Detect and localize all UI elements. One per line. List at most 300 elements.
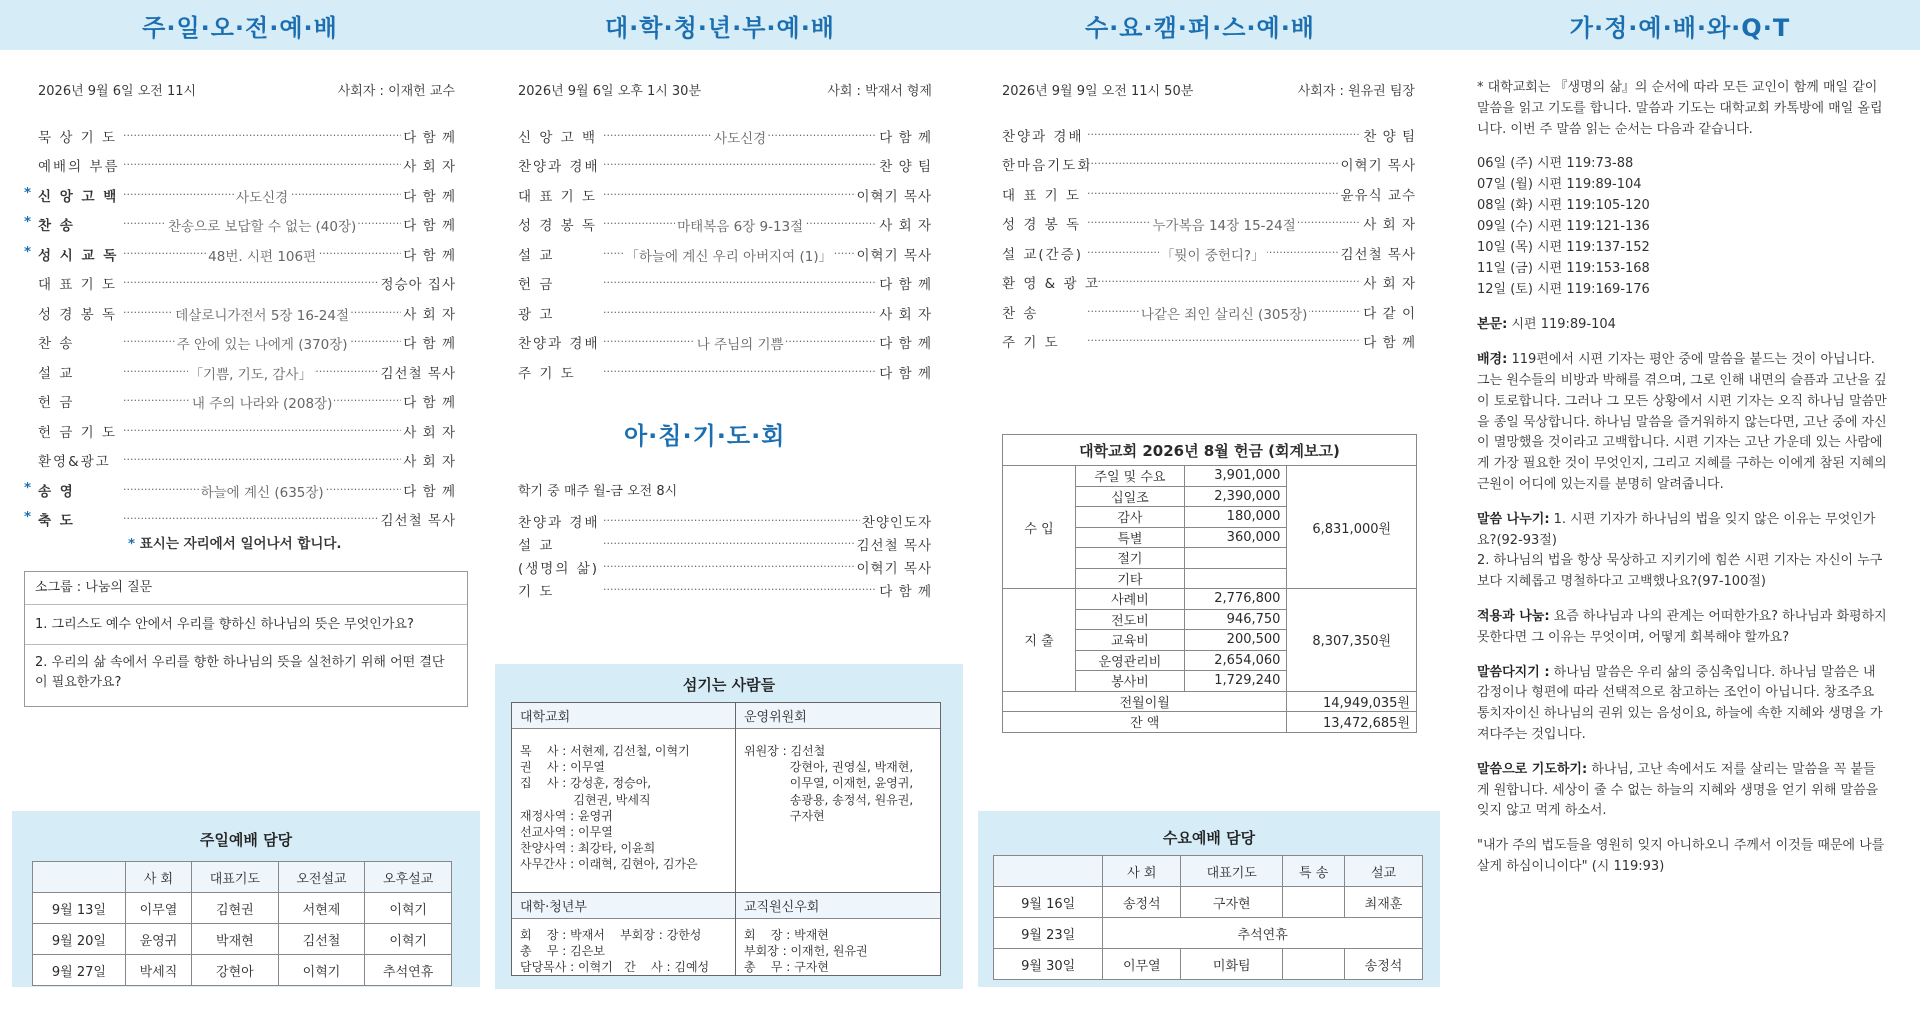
qt-pray: [1477, 760, 1887, 822]
order-person: 사 회 자: [879, 306, 932, 323]
order-label: [1002, 331, 1087, 351]
order-label: [1002, 243, 1087, 263]
leader-dots: [603, 245, 855, 263]
qt-apply: [1477, 607, 1887, 649]
staff-church-list: 목 사 : 서현제, 김선철, 이혁기 권 사 : 이무열 집 사 : 강성훈, 정승아, 김현권, 박세직 재정사역 : 윤영귀 선교사역 : 이무열 찬양사역 : 최강타, 이윤희 사무간사 : 이래혁, 김현아, 김가은: [520, 744, 698, 872]
order-detail: ····· 누가복음 14장 15-24절: [1151, 214, 1298, 232]
order-row: [1002, 297, 1416, 327]
offering-item: 전도비: [1076, 609, 1185, 630]
qt-pray-text: 하나님, 고난 속에서도 저를 살리는 말씀을 꼭 붙들게 원합니다. 세상이 줄 수 없는 하늘의 지혜와 생명을 얻기 위해 말씀을 잊지 않고 먹게 하소서.: [1477, 761, 1879, 819]
order-detail: ····· 내 주의 나라와 (208장): [190, 392, 334, 410]
order-label-text: 대 표 기 도: [518, 188, 598, 205]
leader-dots: [603, 304, 877, 322]
morning-prayer-title: 아·침·기·도·회: [624, 422, 786, 450]
duty-header-cell: 오전설교: [278, 862, 365, 893]
order-label-text: 찬 송: [38, 218, 75, 235]
duty-row: [994, 918, 1423, 949]
verse-item: 12일 (토) 시편 119:169-176: [1477, 282, 1650, 298]
duty-cell: 구자현: [1181, 887, 1283, 918]
staff-church-heading: 대학교회: [512, 703, 736, 729]
offering-item: 주일 및 수요: [1076, 466, 1185, 487]
duty-header-row: [33, 862, 452, 893]
order-person: 이혁기 목사: [856, 560, 932, 577]
order-person: 다 함 께: [879, 129, 932, 146]
order-label-text: 성 시 교 독: [38, 247, 119, 264]
order-person: 사 회 자: [1363, 276, 1416, 293]
order-person: 다 함 께: [403, 247, 456, 264]
order-row: [38, 328, 456, 358]
offering-amount: 1,729,240: [1184, 671, 1287, 692]
order-person: 이혁기 목사: [856, 247, 932, 264]
order-person: 다 함 께: [403, 188, 456, 205]
staff-youth-list: 회 장 : 박재서 부회장 : 강한성 총 무 : 김은보 담당목사 : 이혁기 간 사 : 김예성: [520, 928, 710, 975]
order-row: [518, 328, 932, 358]
duty-cell: 김선철: [278, 924, 365, 955]
duty-row: [33, 893, 452, 924]
staff-committee-heading: 운영위원회: [736, 703, 940, 729]
order-person: 사 회 자: [403, 424, 456, 441]
duty-cell: 이무열: [125, 893, 191, 924]
order-person: 이혁기 목사: [856, 188, 932, 205]
leader-dots: [123, 127, 401, 145]
offering-item: 십일조: [1076, 486, 1185, 507]
leader-dots: [123, 481, 401, 499]
order-detail: ····· 48번. 시편 106편: [206, 245, 318, 263]
offering-item: 운영관리비: [1076, 650, 1185, 671]
duty-header-cell: 대표기도: [1181, 856, 1283, 887]
wednesday-duty-table: [993, 855, 1423, 980]
order-person: 다 함 께: [403, 395, 456, 412]
verse-item: 08일 (화) 시편 119:105-120: [1477, 198, 1650, 214]
asterisk-icon: *: [24, 509, 34, 526]
order-person: 다 함 께: [1363, 335, 1416, 352]
order-row: [518, 509, 932, 532]
order-label: [38, 155, 123, 175]
standing-note: [128, 532, 342, 552]
order-label: [38, 450, 123, 470]
qt-verse-list: [1477, 154, 1887, 301]
duty-cell: 추석연휴: [365, 955, 452, 986]
verse-item: 06일 (주) 시편 119:73-88: [1477, 156, 1634, 172]
youth-leader: 사회 : 박재서 형제: [827, 84, 932, 99]
order-label: [518, 185, 603, 205]
order-person: 다 함 께: [879, 277, 932, 294]
sunday-leader: 사회자 : 이재헌 교수: [337, 84, 455, 99]
order-detail: ····· 「뭣이 중헌디?」: [1159, 244, 1267, 262]
offering-row: [1003, 712, 1417, 733]
youth-service-title: 대·학·청·년·부·예·배: [480, 0, 960, 50]
qt-body: [1477, 78, 1887, 892]
order-label: [38, 332, 123, 352]
order-row: [518, 239, 932, 269]
order-row: [518, 269, 932, 299]
order-label: [38, 303, 123, 323]
order-label: [24, 479, 123, 500]
duty-cell: 최재훈: [1345, 887, 1423, 918]
staff-youth-box: [511, 892, 737, 976]
staff-committee-box: [735, 702, 941, 894]
staff-title: 섬기는 사람들: [682, 676, 776, 694]
order-label-text: 헌 금 기 도: [38, 424, 118, 441]
duty-header-row: [994, 856, 1423, 887]
asterisk-icon: *: [24, 184, 34, 201]
smallgroup-question-1: 1. 그리스도 예수 안에서 우리를 향하신 하나님의 뜻은 무엇인가요?: [25, 605, 467, 646]
leader-dots: [1087, 214, 1361, 232]
qt-background: [1477, 350, 1887, 496]
duty-date: 9월 23일: [994, 918, 1103, 949]
order-person: 김선철 목사: [1340, 246, 1416, 263]
order-person: 다 함 께: [403, 129, 456, 146]
leader-dots: [123, 274, 379, 292]
order-label: [24, 214, 123, 235]
carryover-label: 전월이월: [1003, 691, 1287, 712]
offering-title: 대학교회 2026년 8월 헌금 (회계보고): [1003, 435, 1417, 466]
duty-cell: 박세직: [125, 955, 191, 986]
duty-row: [994, 949, 1423, 980]
offering-amount: 180,000: [1184, 507, 1287, 528]
offering-row: [1003, 589, 1417, 610]
order-row: [518, 210, 932, 240]
offering-amount: [1184, 548, 1287, 569]
order-label: [38, 421, 123, 441]
morning-prayer-time: 학기 중 매주 월-금 오전 8시: [518, 484, 678, 499]
qt-title: 가·정·예·배·와·Q·T: [1440, 0, 1920, 50]
order-detail: ····· 데살로니가전서 5장 16-24절: [173, 304, 351, 322]
order-person: 다 함 께: [403, 483, 456, 500]
qt-word-label: 말씀다지기 :: [1477, 664, 1550, 680]
order-label-text: 대 표 기 도: [38, 277, 118, 294]
order-detail: ····· 하늘에 계신 (635장): [199, 481, 326, 499]
offering-item: 절기: [1076, 548, 1185, 569]
leader-dots: [123, 215, 401, 233]
smallgroup-title: 소그룹 : 나눔의 질문: [25, 572, 467, 605]
order-detail: ····· 마태복음 6장 9-13절: [675, 215, 805, 233]
order-label-text: 찬양과 경배: [518, 159, 600, 176]
order-label: [38, 126, 123, 146]
duty-cell: [1283, 949, 1345, 980]
order-row: [1002, 120, 1416, 150]
order-person: 이혁기 목사: [1340, 158, 1416, 175]
order-person: 사 회 자: [403, 159, 456, 176]
order-label: [518, 244, 603, 264]
qt-apply-label: 적용과 나눔:: [1477, 608, 1550, 624]
order-label-text: 환 영 & 광 고: [1002, 276, 1100, 293]
morning-prayer-list: [518, 509, 932, 601]
order-row: [1002, 238, 1416, 268]
order-label-text: 찬양과 경배: [1002, 128, 1084, 145]
qt-word: [1477, 663, 1887, 746]
staff-youth-heading: 대학·청년부: [512, 893, 736, 919]
duty-cell: 이혁기: [365, 924, 452, 955]
order-label-text: 광 고: [518, 306, 555, 323]
wednesday-date: 2026년 9월 9일 오전 11시 50분: [1002, 84, 1194, 99]
duty-header-cell: [33, 862, 126, 893]
order-label-text: 예배의 부름: [38, 159, 120, 176]
order-row: [518, 298, 932, 328]
staff-faculty-heading: 교직원신우회: [736, 893, 940, 919]
order-person: 찬 양 팀: [879, 159, 932, 176]
order-label-text: 설 교(간증): [1002, 246, 1083, 263]
leader-dots: [603, 215, 877, 233]
leader-dots: [603, 558, 855, 576]
qt-share: [1477, 510, 1887, 593]
duty-header-cell: 오후설교: [365, 862, 452, 893]
leader-dots: [1087, 155, 1339, 173]
duty-cell: 이혁기: [365, 893, 452, 924]
order-person: 김선철 목사: [856, 537, 932, 554]
order-label-text: 찬양과 경배: [518, 336, 600, 353]
order-label-text: 주 기 도: [518, 365, 576, 382]
order-row: [38, 416, 456, 446]
sunday-service-title: 주·일·오·전·예·배: [0, 0, 480, 50]
income-label: 수 입: [1003, 466, 1076, 589]
order-label: [24, 509, 123, 530]
duty-row: [33, 924, 452, 955]
order-person: 다 함 께: [403, 218, 456, 235]
qt-text-value: 시편 119:89-104: [1507, 317, 1616, 333]
order-row: [518, 357, 932, 387]
leader-dots: [1087, 244, 1339, 262]
order-person: 다 함 께: [879, 365, 932, 382]
order-person: 정승아 집사: [380, 277, 456, 294]
leader-dots: [603, 363, 877, 381]
offering-amount: 2,776,800: [1184, 589, 1287, 610]
leader-dots: [123, 333, 401, 351]
order-label-text: 신 앙 고 백: [38, 188, 119, 205]
duty-row: [994, 887, 1423, 918]
duty-cell: 송정석: [1103, 887, 1181, 918]
order-label: [38, 362, 123, 382]
duty-cell: [1283, 887, 1345, 918]
offering-title-row: [1003, 435, 1417, 466]
qt-apply-text: 요즘 하나님과 나의 관계는 어떠한가요? 하나님과 화평하지 못한다면 그 이유는 무엇이며, 어떻게 회복해야 할까요?: [1477, 608, 1887, 645]
order-row: [518, 180, 932, 210]
wednesday-leader: 사회자 : 원유권 팀장: [1297, 84, 1415, 99]
staff-church-box: [511, 702, 737, 894]
duty-date: 9월 30일: [994, 949, 1103, 980]
order-person: 사 회 자: [403, 306, 456, 323]
duty-date: 9월 16일: [994, 887, 1103, 918]
duty-date: 9월 20일: [33, 924, 126, 955]
order-label-text: 축 도: [38, 513, 75, 530]
qt-quote: "내가 주의 법도들을 영원히 잊지 아니하오니 주께서 이것들 때문에 나를 살게 하심이니이다" (시 119:93): [1477, 838, 1885, 874]
balance-label: 잔 액: [1003, 712, 1287, 733]
sunday-duty-panel: [12, 811, 480, 987]
order-detail: ····· 「하늘에 계신 우리 아버지여 (1)」: [623, 245, 834, 263]
order-label-text: 설 교: [518, 247, 555, 264]
order-label: [518, 303, 603, 323]
standing-note-text: 표시는 자리에서 일어나서 합니다.: [135, 536, 342, 552]
order-label-text: 설 교: [38, 365, 75, 382]
order-detail: ····· 찬송으로 보답할 수 없는 (40장): [166, 215, 358, 233]
order-person: 찬양인도자: [861, 514, 932, 531]
order-label: 찬양과 경배: [518, 514, 600, 531]
duty-header-cell: 사 회: [1103, 856, 1181, 887]
staff-committee-list: 위원장 : 김선철 강현아, 권영실, 박재현, 이무열, 이재헌, 윤영귀, 송광용, 송정석, 원유권, 구자현: [744, 744, 914, 823]
order-person: 다 함 께: [879, 336, 932, 353]
order-person: 찬 양 팀: [1363, 128, 1416, 145]
offering-row: [1003, 466, 1417, 487]
offering-amount: 360,000: [1184, 527, 1287, 548]
asterisk-icon: *: [24, 479, 34, 496]
youth-order-list: [518, 121, 932, 387]
order-label: [518, 214, 603, 234]
order-row: [1002, 268, 1416, 298]
expense-label: 지 출: [1003, 589, 1076, 692]
duty-header-cell: 설교: [1345, 856, 1423, 887]
duty-cell: 윤영귀: [125, 924, 191, 955]
leader-dots: [603, 127, 877, 145]
order-row: [518, 578, 932, 601]
order-label-text: 송 영: [38, 483, 75, 500]
order-detail: ····· 나 주님의 기쁨: [695, 333, 786, 351]
order-label-text: 대 표 기 도: [1002, 187, 1082, 204]
order-label-text: 찬 송: [38, 336, 75, 353]
verse-item: 07일 (월) 시편 119:89-104: [1477, 177, 1642, 193]
order-label: [518, 273, 603, 293]
leader-dots: [603, 156, 877, 174]
order-label: [518, 126, 603, 146]
leader-dots: [603, 186, 855, 204]
order-row: [1002, 179, 1416, 209]
qt-share-text: 1. 시편 기자가 하나님의 법을 잊지 않은 이유는 무엇인가요?(92-93절) 2. 하나님의 법을 항상 묵상하고 지키기에 힘쓴 시편 기자는 자신이 누구보다 지혜롭고 명철하다고 고백했나요?(97-100절): [1477, 511, 1883, 590]
asterisk-icon: *: [24, 214, 34, 231]
order-person: 사 회 자: [1363, 217, 1416, 234]
order-detail: ····· 사도신경: [712, 127, 768, 145]
duty-cell: 이무열: [1103, 949, 1181, 980]
qt-pray-label: 말씀으로 기도하기:: [1477, 761, 1588, 777]
offering-row: [1003, 691, 1417, 712]
leader-dots: [123, 363, 379, 381]
staff-faculty-list: 회 장 : 박재현 부회장 : 이재헌, 원유권 총 무 : 구자현: [744, 928, 868, 975]
order-row: [24, 505, 456, 535]
asterisk-icon: *: [24, 243, 34, 260]
wednesday-service-title: 수·요·캠·퍼·스·예·배: [960, 0, 1440, 50]
order-person: 윤유식 교수: [1340, 187, 1416, 204]
order-label: [1002, 184, 1087, 204]
leader-dots: [123, 186, 401, 204]
leader-dots: [1087, 303, 1361, 321]
duty-merged: 추석연휴: [1103, 918, 1423, 949]
order-label: [24, 243, 123, 264]
duty-header-cell: 특 송: [1283, 856, 1345, 887]
qt-intro: * 대학교회는 『생명의 삶』의 순서에 따라 모든 교인이 함께 매일 같이 말씀을 읽고 기도를 합니다. 말씀과 기도는 대학교회 카톡방에 매일 올립니다. 이번 주 말씀 읽는 순서는 다음과 같습니다.: [1477, 80, 1883, 137]
offering-amount: 946,750: [1184, 609, 1287, 630]
qt-text-label: 본문:: [1477, 317, 1508, 333]
order-label: [518, 155, 603, 175]
offering-report-table: [1002, 434, 1417, 733]
order-label: [24, 184, 123, 205]
leader-dots: [123, 156, 401, 174]
offering-item: 기타: [1076, 568, 1185, 589]
duty-cell: 강현아: [192, 955, 279, 986]
order-row: [24, 210, 456, 240]
offering-item: 사례비: [1076, 589, 1185, 610]
offering-amount: 2,390,000: [1184, 486, 1287, 507]
order-label-text: 신 앙 고 백: [518, 129, 598, 146]
order-label-text: 환영&광고: [38, 454, 111, 471]
offering-item: 봉사비: [1076, 671, 1185, 692]
offering-item: 교육비: [1076, 630, 1185, 651]
order-row: [1002, 327, 1416, 357]
qt-background-text: 119편에서 시편 기자는 평안 중에 말씀을 붙드는 것이 아닙니다. 그는 원수들의 비방과 박해를 겪으며, 그로 인해 내면의 슬픔과 고난을 깊이 토로합니다. 그러나 그 모든 상황에서 시편 기자는 오직 하나님 말씀만을 종일 묵상합니다. 하나님 말씀을 즐거워하지 않는다면, 고난 중에 자신이 멸망했을 것이라고 고백합니다. 시편 기자는 고난 가운데 있는 사람에게 가장 필요한 것이 무엇인지, 그리고 지혜를 구하는 이에게 참된 지혜의 근원이 어디에 있는지를 분명히 알려줍니다.: [1477, 352, 1887, 492]
order-row: [38, 446, 456, 476]
order-person: 사 회 자: [403, 454, 456, 471]
order-label-text: 주 기 도: [1002, 335, 1060, 352]
verse-item: 09일 (수) 시편 119:121-136: [1477, 219, 1650, 235]
duty-row: [33, 955, 452, 986]
order-person: 김선철 목사: [380, 365, 456, 382]
order-row: [38, 121, 456, 151]
order-detail: ····· 나같은 죄인 살리신 (305장): [1139, 303, 1310, 321]
qt-text: [1477, 315, 1887, 336]
leader-dots: [603, 274, 877, 292]
duty-cell: 서현제: [278, 893, 365, 924]
order-person: 사 회 자: [879, 218, 932, 235]
order-label: [1002, 272, 1100, 293]
order-label: [1002, 154, 1093, 175]
order-row: [1002, 209, 1416, 239]
order-label: [518, 332, 603, 352]
leader-dots: [123, 451, 401, 469]
leader-dots: [1087, 126, 1361, 144]
order-label: [1002, 302, 1087, 322]
offering-amount: 2,654,060: [1184, 650, 1287, 671]
duty-date: 9월 13일: [33, 893, 126, 924]
leader-dots: [123, 304, 401, 322]
sunday-duty-title: 주일예배 담당: [199, 831, 293, 849]
wednesday-order-list: [1002, 120, 1416, 356]
order-row: [38, 151, 456, 181]
staff-panel: [495, 664, 963, 989]
offering-item: 감사: [1076, 507, 1185, 528]
balance-amount: 13,472,685원: [1287, 712, 1417, 733]
qt-share-label: 말씀 나누기:: [1477, 511, 1550, 527]
smallgroup-question-2: 2. 우리의 삶 속에서 우리를 향한 하나님의 뜻을 실천하기 위해 어떤 결단이 필요한가요?: [35, 655, 445, 690]
offering-amount: 3,901,000: [1184, 466, 1287, 487]
order-label-text: 한마음기도회: [1002, 158, 1093, 175]
order-label: [1002, 213, 1087, 233]
order-label: (생명의 삶): [518, 560, 599, 577]
duty-cell: 송정석: [1345, 949, 1423, 980]
qt-word-text: 하나님 말씀은 우리 삶의 중심축입니다. 하나님 말씀은 내 감정이나 형편에 따라 선택적으로 참고하는 조언이 아닙니다. 창조주요 통치자이신 하나님의 권위 있는 음성이요, 하늘에 속한 지혜와 생명을 가져다주는 것입니다.: [1477, 664, 1883, 742]
sunday-duty-table: [32, 861, 452, 986]
order-row: [24, 180, 456, 210]
wednesday-duty-panel: [978, 811, 1440, 987]
order-row: [518, 151, 932, 181]
order-label: [1002, 125, 1087, 145]
order-row: [24, 475, 456, 505]
income-total: 6,831,000원: [1287, 466, 1417, 589]
sunday-order-list: [24, 121, 456, 534]
order-row: [38, 298, 456, 328]
order-person: 다 함 께: [879, 583, 932, 600]
order-label: [518, 362, 603, 382]
verse-item: 11일 (금) 시편 119:153-168: [1477, 261, 1650, 277]
leader-dots: [123, 392, 401, 410]
duty-cell: 미화팀: [1181, 949, 1283, 980]
order-row: [38, 387, 456, 417]
duty-date: 9월 27일: [33, 955, 126, 986]
order-row: [24, 239, 456, 269]
order-person: 다 같 이: [1363, 305, 1416, 322]
duty-header-cell: 대표기도: [192, 862, 279, 893]
order-detail: ····· 주 안에 있는 나에게 (370장): [175, 333, 350, 351]
order-label: [38, 391, 123, 411]
expense-total: 8,307,350원: [1287, 589, 1417, 692]
verse-item: 10일 (목) 시편 119:137-152: [1477, 240, 1650, 256]
qt-background-label: 배경:: [1477, 352, 1508, 368]
